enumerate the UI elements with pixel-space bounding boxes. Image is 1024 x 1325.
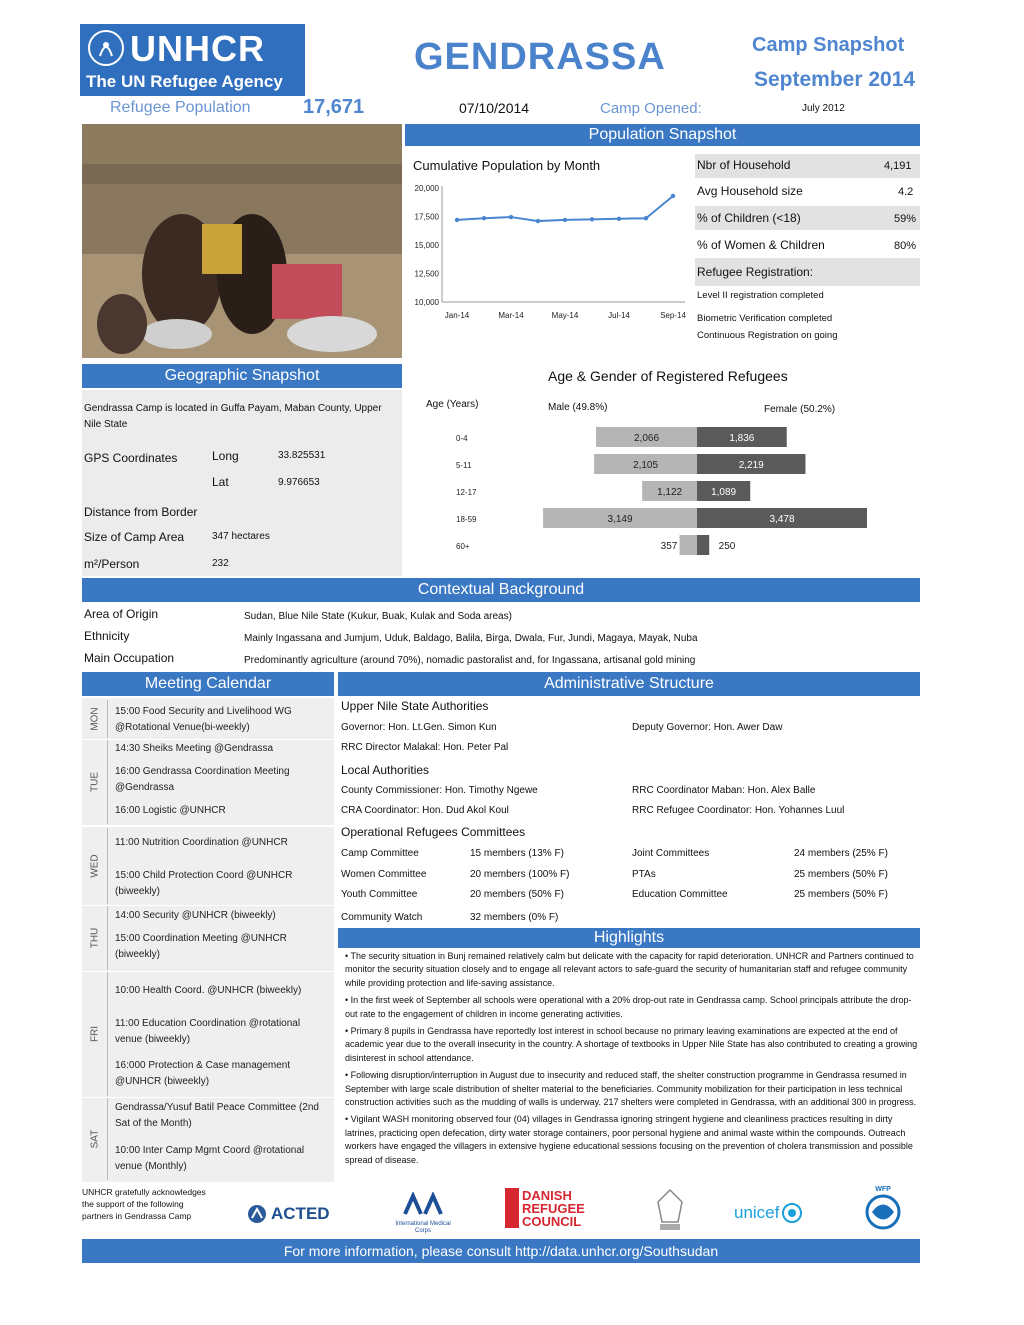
highlight-item: • Primary 8 pupils in Gendrassa have reportedly lost interest in school because no primary leaving examinations are expected at the end of academic year due to the overall insecurity in the country. A shortage of textbooks in Upper Nile State has also contributed to creating a growing disinterest in school attendance. [345, 1026, 918, 1063]
highlights-header: Highlights [338, 928, 920, 948]
partner-name: International Medical Corps [395, 1221, 451, 1234]
pyramid-age-header: Age (Years) [426, 399, 479, 410]
camp-opened-value: July 2012 [802, 103, 845, 114]
committee-members: 20 members (100% F) [470, 869, 570, 880]
imc-icon [403, 1192, 443, 1216]
size-label: Size of Camp Area [84, 530, 185, 544]
highlight-item: • The security situation in Bunj remained relatively calm but delicate with the capacity for rapid deterioration. UNHCR and Partners continued to monitor the security situation closely and to engage all relevant actors to safe-guard the security of humanitarian staff and refugee community while providing protection and life-saving assistance. [345, 951, 914, 988]
cum-chart-ytick: 10,000 [414, 298, 439, 307]
cum-chart-ytick: 20,000 [414, 184, 439, 193]
partner-name: unicef [734, 1203, 780, 1222]
pyramid-male-value: 1,122 [657, 487, 683, 498]
cum-chart-title: Cumulative Population by Month [413, 158, 601, 173]
age-gender-pyramid [420, 420, 920, 560]
footer-bar: For more information, please consult http://data.unhcr.org/Southsudan [82, 1239, 920, 1263]
calendar-item: 14:00 Security @UNHCR (biweekly) [115, 910, 276, 921]
registration-item: Level II registration completed [697, 290, 824, 301]
day-mon: MON [83, 700, 108, 738]
pyramid-female-value: 3,478 [769, 514, 795, 525]
pyramid-age-label: 18-59 [456, 515, 477, 524]
cum-chart-ytick: 12,500 [414, 269, 439, 279]
cum-chart-ytick: 15,000 [414, 241, 439, 250]
stat-label: Avg Household size [697, 184, 803, 198]
calendar-item: 10:00 Health Coord. @UNHCR (biweekly) [115, 985, 302, 996]
camp-opened-label: Camp Opened: [600, 100, 702, 117]
gps-label: GPS Coordinates [84, 451, 178, 465]
refugee-pop-label: Refugee Population [110, 99, 251, 116]
m2-value: 232 [212, 558, 229, 569]
lat-value: 9.976653 [278, 477, 320, 488]
cum-chart-point [671, 194, 675, 198]
cum-chart-xtick: Mar-14 [498, 311, 524, 320]
government-emblem-icon [652, 1188, 688, 1239]
day-fri: FRI [83, 972, 108, 1096]
imc-logo [393, 1192, 453, 1235]
geo-description: Gendrassa Camp is located in Guffa Payam, Maban County, Upper Nile State [84, 403, 382, 430]
wfp-icon [860, 1193, 906, 1231]
acted-logo [247, 1203, 330, 1225]
registration-item: Continuous Registration on going [697, 330, 838, 341]
lat-label: Lat [212, 475, 229, 489]
administrative-structure-header: Administrative Structure [338, 672, 920, 696]
admin-state-head: Upper Nile State Authorities [341, 699, 489, 713]
cum-chart-line [457, 196, 673, 221]
partner-name: WFP [875, 1186, 891, 1193]
day-tue: TUE [83, 740, 108, 824]
cum-chart-xtick: Jul-14 [608, 311, 630, 320]
cum-chart-xtick: Sep-14 [660, 311, 686, 320]
stat-value: 4,191 [884, 160, 912, 172]
day-sat: SAT [83, 1098, 108, 1180]
context-label: Main Occupation [84, 651, 175, 665]
calendar-divider [82, 1097, 334, 1098]
stat-value: 4.2 [898, 186, 914, 198]
wfp-logo [858, 1186, 908, 1236]
pyramid-male-value: 2,066 [633, 433, 660, 444]
context-value: Mainly Ingassana and Jumjum, Uduk, Baldago, Balila, Birga, Dwala, Fur, Jundi, Magaya, Mayak, Nuba [244, 633, 698, 644]
pyramid-female-bar [697, 535, 709, 555]
registration-item: Biometric Verification completed [697, 313, 833, 324]
unhcr-logo [80, 24, 305, 96]
unhcr-emblem-icon [86, 28, 126, 68]
partner-name: DANISH REFUGEE COUNCIL [522, 1187, 585, 1229]
drc-icon [505, 1188, 519, 1228]
pyramid-age-label: 12-17 [456, 488, 477, 497]
calendar-divider [82, 971, 334, 972]
long-value: 33.825531 [278, 450, 326, 461]
cumulative-population-chart [405, 178, 690, 326]
cum-chart-point [617, 217, 621, 221]
admin-commissioner: County Commissioner: Hon. Timothy Ngewe [341, 785, 538, 796]
committee-members: 24 members (25% F) [794, 848, 888, 859]
calendar-item: 14:30 Sheiks Meeting @Gendrassa [115, 743, 274, 754]
admin-local-head: Local Authorities [341, 763, 430, 777]
partners-note: UNHCR gratefully acknowledges the support of the following partners in Gendrassa Camp [82, 1187, 206, 1221]
pyramid-female-value: 1,836 [729, 433, 755, 444]
size-value: 347 hectares [212, 531, 270, 542]
cum-chart-point [563, 218, 567, 222]
admin-rrc-coord: RRC Coordinator Maban: Hon. Alex Balle [632, 785, 816, 796]
refugee-pop-value: 17,671 [303, 96, 365, 118]
highlights-body [345, 950, 920, 1171]
cum-chart-point [644, 216, 648, 220]
stat-label: Nbr of Household [697, 158, 791, 172]
admin-rrc-director: RRC Director Malakal: Hon. Peter Pal [341, 742, 509, 753]
contextual-background-header: Contextual Background [82, 578, 920, 602]
pyramid-male-header: Male (49.8%) [548, 402, 608, 413]
logo-tagline: The UN Refugee Agency [86, 72, 283, 91]
admin-rrc-refugee: RRC Refugee Coordinator: Hon. Yohannes Luul [632, 805, 845, 816]
day-thu: THU [83, 906, 108, 970]
calendar-divider [82, 825, 334, 827]
logo-org-name: UNHCR [130, 28, 265, 69]
geographic-snapshot-header: Geographic Snapshot [82, 364, 402, 388]
pyramid-male-value: 2,105 [633, 460, 659, 471]
pyramid-female-value: 1,089 [711, 487, 737, 498]
calendar-item: 15:00 Food Security and Livelihood WG @Rotational Venue(bi-weekly) [115, 706, 292, 733]
registration-label: Refugee Registration: [697, 265, 814, 279]
stat-label: % of Children (<18) [697, 211, 801, 225]
calendar-item: 16:00 Gendrassa Coordination Meeting @Gendrassa [115, 766, 290, 793]
calendar-item: 15:00 Child Protection Coord @UNHCR (biweekly) [115, 870, 293, 897]
meeting-calendar-header: Meeting Calendar [82, 672, 334, 696]
calendar-item: 16:00 Logistic @UNHCR [115, 805, 226, 816]
calendar-item: 11:00 Education Coordination @rotational venue (biweekly) [115, 1018, 301, 1045]
calendar-divider [82, 905, 334, 906]
cum-chart-point [536, 219, 540, 223]
committee-name: PTAs [632, 869, 656, 880]
snapshot-title: Camp Snapshot [752, 34, 905, 56]
pyramid-female-value: 2,219 [738, 460, 764, 471]
pyramid-age-label: 5-11 [456, 461, 472, 470]
acted-icon [247, 1204, 267, 1224]
committee-name: Education Committee [632, 889, 728, 900]
cum-chart-point [455, 218, 459, 222]
calendar-item: Gendrassa/Yusuf Batil Peace Committee (2nd Sat of the Month) [115, 1102, 319, 1129]
context-label: Ethnicity [84, 629, 130, 643]
cum-chart-xtick: May-14 [551, 311, 579, 320]
pyramid-male-value: 3,149 [607, 514, 633, 525]
stat-value: 59% [894, 213, 917, 225]
admin-cra-coord: CRA Coordinator: Hon. Dud Akol Koul [341, 805, 509, 816]
distance-label: Distance from Border [84, 505, 198, 519]
m2-label: m²/Person [84, 557, 140, 571]
calendar-divider [82, 739, 334, 740]
age-gender-title: Age & Gender of Registered Refugees [548, 368, 788, 384]
calendar-item: 11:00 Nutrition Coordination @UNHCR [115, 837, 288, 848]
context-label: Area of Origin [84, 607, 159, 621]
committee-name: Youth Committee [341, 889, 418, 900]
committee-members: 20 members (50% F) [470, 889, 564, 900]
pyramid-male-value: 357 [660, 541, 678, 552]
stat-value: 80% [894, 240, 917, 252]
cum-chart-xtick: Jan-14 [444, 311, 470, 320]
cum-chart-ytick: 17,500 [414, 212, 439, 222]
context-value: Predominantly agriculture (around 70%), nomadic pastoralist and, for Ingassana, artisanal gold mining [244, 655, 696, 666]
highlight-item: • Vigilant WASH monitoring observed four (04) villages in Gendrassa ignoring stringent hygiene and cleanliness practices resulting in dirty latrines, practicing open defecation, dirty water storage containers, poor personal hygiene and animal waste within the compounds. Outreach workers have engaged the villagers in extensive hygiene educational sessions focusing on the prevention of cholera transmission and possible spread of disease. [345, 1114, 913, 1165]
unicef-icon [781, 1202, 803, 1224]
calendar-item: 16:000 Protection & Case management @UNHCR (biweekly) [115, 1060, 291, 1087]
committee-name: Community Watch [341, 912, 423, 923]
admin-committees-head: Operational Refugees Committees [341, 825, 526, 839]
committee-name: Joint Committees [632, 848, 710, 859]
context-value: Sudan, Blue Nile State (Kukur, Buak, Kulak and Soda areas) [244, 611, 512, 622]
drc-logo [505, 1188, 612, 1228]
admin-governor: Governor: Hon. Lt.Gen. Simon Kun [341, 722, 497, 733]
population-snapshot-header: Population Snapshot [405, 124, 920, 146]
long-label: Long [212, 449, 239, 463]
stat-label: % of Women & Children [697, 238, 825, 252]
day-wed: WED [83, 828, 108, 904]
pyramid-age-label: 60+ [456, 542, 470, 551]
pyramid-age-label: 0-4 [456, 434, 468, 443]
admin-deputy: Deputy Governor: Hon. Awer Daw [632, 722, 783, 733]
committee-members: 15 members (13% F) [470, 848, 564, 859]
camp-photo [82, 124, 402, 358]
pyramid-female-value: 250 [718, 541, 736, 552]
highlight-item: • Following disruption/interruption in August due to insecurity and reduced staff, the shelter construction programme in Gendrassa resumed in September with large scale distribution of shelter material to the beneficiaries. Community mobilization for their participation in less technical construction activities such as the mudding of walls is underway. 217 shelters were completed in Gendrassa, with an additional 300 in progress. [345, 1070, 917, 1108]
pyramid-male-bar [680, 535, 697, 555]
cum-chart-point [482, 216, 486, 220]
pyramid-female-header: Female (50.2%) [764, 404, 836, 415]
cum-chart-point [509, 215, 513, 219]
calendar-item: 10:00 Inter Camp Mgmt Coord @rotational venue (Monthly) [115, 1145, 305, 1172]
report-date: 07/10/2014 [459, 100, 530, 116]
snapshot-date: September 2014 [754, 68, 916, 91]
committee-members: 25 members (50% F) [794, 889, 888, 900]
partner-name: ACTED [271, 1204, 330, 1223]
page-title: GENDRASSA [414, 36, 666, 78]
committee-name: Women Committee [341, 869, 427, 880]
unicef-logo [734, 1202, 803, 1224]
committee-members: 32 members (0% F) [470, 912, 559, 923]
committee-name: Camp Committee [341, 848, 419, 859]
committee-members: 25 members (50% F) [794, 869, 888, 880]
highlight-item: • In the first week of September all schools were operational with a 20% drop-out rate in Gendrassa camp. School principals attribute the drop-out rate to the engagement of children in income generating activities. [345, 995, 912, 1019]
cum-chart-point [590, 217, 594, 221]
calendar-item: 15:00 Coordination Meeting @UNHCR (biweekly) [115, 933, 287, 960]
